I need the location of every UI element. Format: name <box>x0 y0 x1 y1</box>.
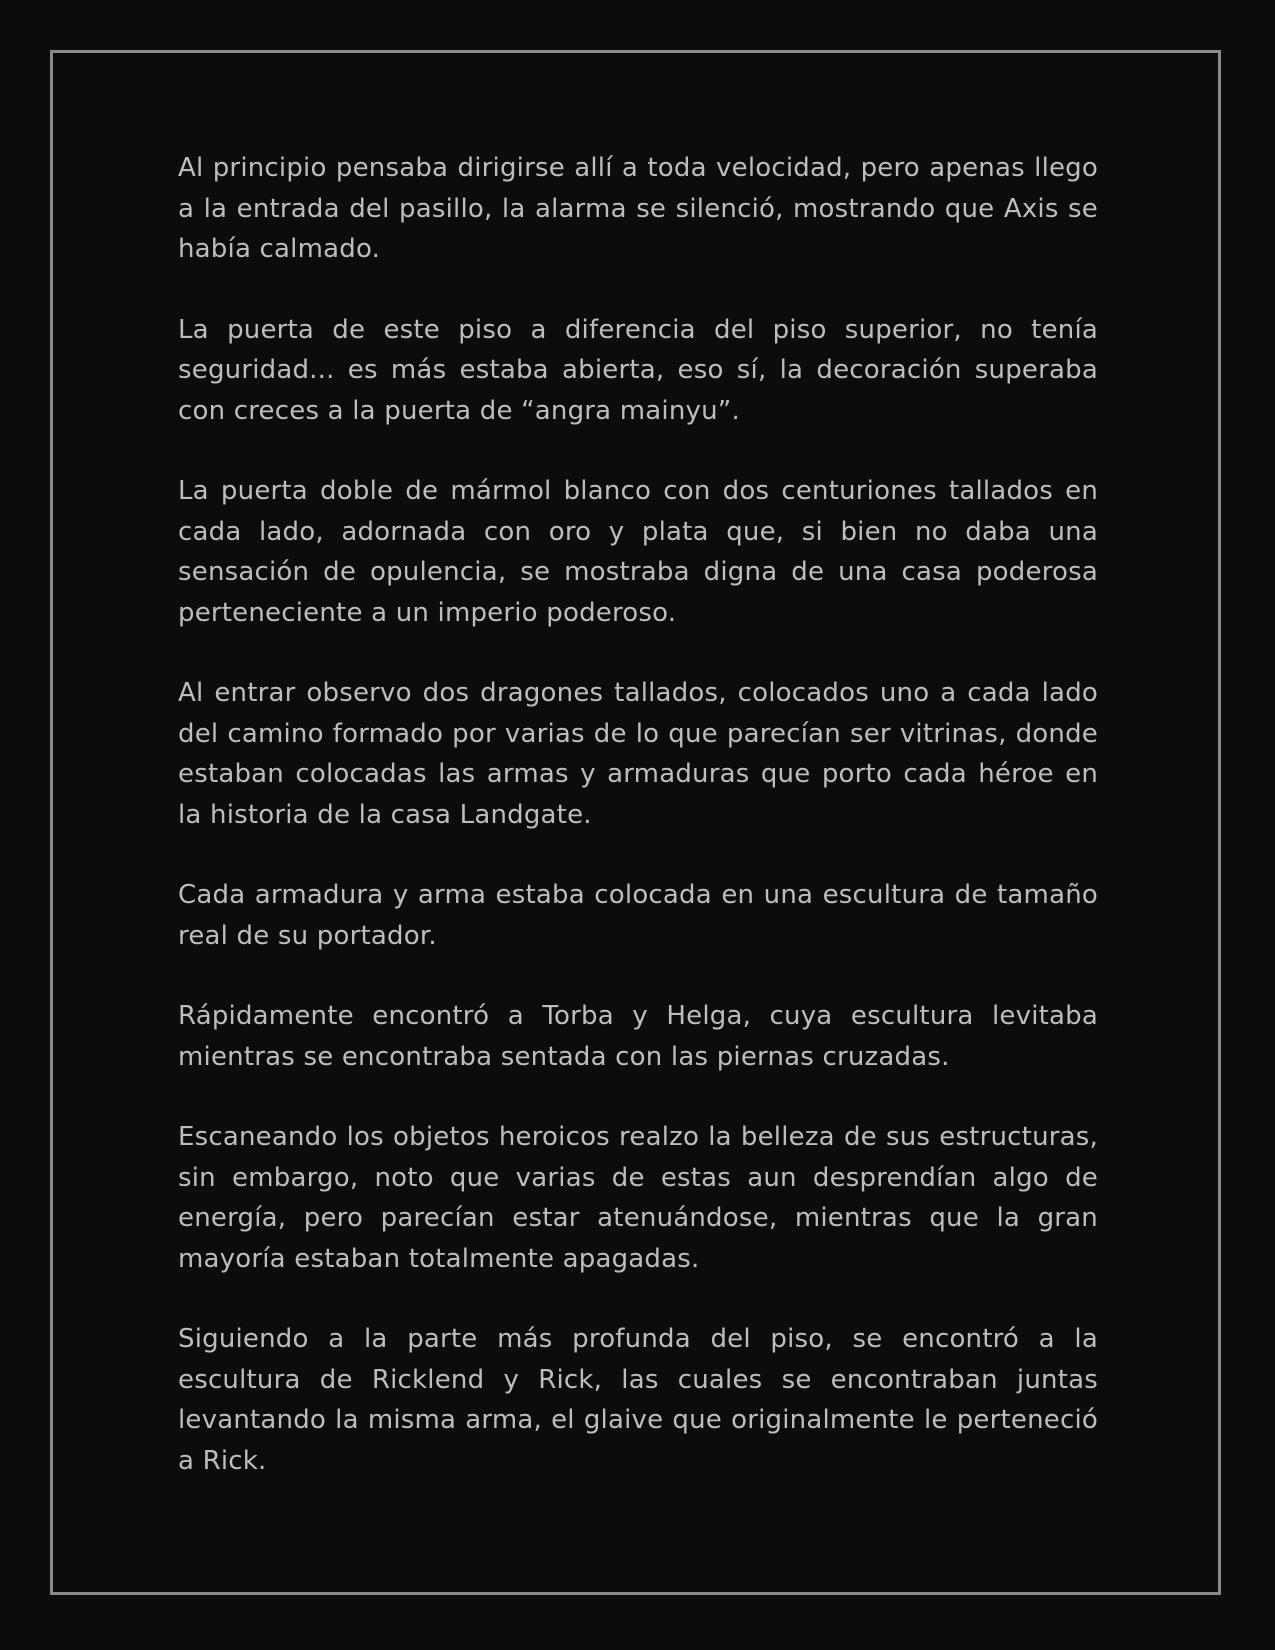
paragraph-3: La puerta doble de mármol blanco con dos centuriones tallados en cada lado, adornada con oro y plata que, si bien no daba una sensación de opulencia, se mostraba digna de una casa poderosa perteneciente a un imperio poderoso. <box>178 476 1098 628</box>
paragraph-7: Escaneando los objetos heroicos realzo la belleza de sus estructuras, sin embargo, noto que varias de estas aun desprendían algo de energía, pero parecían estar atenuándose, mientras que la gran mayoría estaban totalmente apagadas. <box>178 1122 1098 1274</box>
paragraph-4: Al entrar observo dos dragones tallados, colocados uno a cada lado del camino formado por varias de lo que parecían ser vitrinas, donde estaban colocadas las armas y armaduras que porto cada héroe en la historia de la casa Landgate. <box>178 678 1098 830</box>
paragraph-6: Rápidamente encontró a Torba y Helga, cuya escultura levitaba mientras se encontraba sentada con las piernas cruzadas. <box>178 1001 1098 1072</box>
paragraph-8: Siguiendo a la parte más profunda del piso, se encontró a la escultura de Ricklend y Rick, las cuales se encontraban juntas levantando la misma arma, el glaive que originalmente le perteneció a Rick. <box>178 1324 1098 1476</box>
paragraph-1: Al principio pensaba dirigirse allí a toda velocidad, pero apenas llego a la entrada del pasillo, la alarma se silenció, mostrando que Axis se había calmado. <box>178 153 1098 264</box>
text-column <box>178 148 1098 1521</box>
paragraph-2: La puerta de este piso a diferencia del piso superior, no tenía seguridad... es más estaba abierta, eso sí, la decoración superaba con creces a la puerta de “angra mainyu”. <box>178 314 1098 426</box>
paragraph-5: Cada armadura y arma estaba colocada en una escultura de tamaño real de su portador. <box>178 880 1098 951</box>
